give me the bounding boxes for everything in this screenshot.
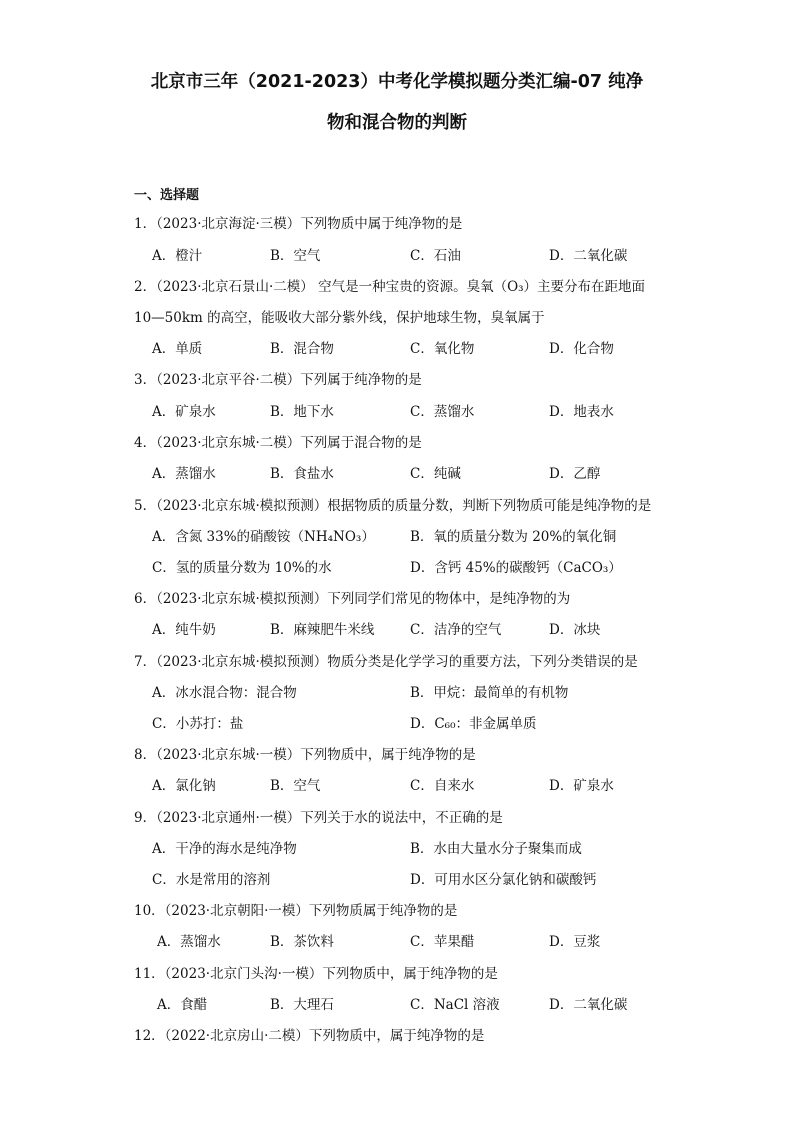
question-9-option-c[interactable]: C．水是常用的溶剂 <box>152 872 271 888</box>
question-4-stem: 4．（2023·北京东城·二模）下列属于混合物的是 <box>134 435 422 451</box>
question-2-stem: 2．（2023·北京石景山·二模） 空气是一种宝贵的资源。臭氧（O₃）主要分布在距地面 <box>134 279 646 295</box>
question-6-option-a[interactable]: A．纯牛奶 <box>152 622 216 638</box>
question-10-option-a[interactable]: A．蒸馏水 <box>157 934 221 950</box>
question-3-option-b[interactable]: B．地下水 <box>270 404 334 420</box>
question-10-option-c[interactable]: C．苹果醋 <box>410 934 475 950</box>
question-9-option-d[interactable]: D．可用水区分氯化钠和碳酸钙 <box>410 872 597 888</box>
question-7-option-b[interactable]: B．甲烷：最简单的有机物 <box>410 685 569 701</box>
question-9-option-b[interactable]: B．水由大量水分子聚集而成 <box>410 841 582 857</box>
question-5-option-c[interactable]: C．氢的质量分数为 10%的水 <box>152 560 332 576</box>
question-6-option-c[interactable]: C．洁净的空气 <box>410 622 502 638</box>
question-11-stem: 11．（2023·北京门头沟·一模）下列物质中，属于纯净物的是 <box>134 966 498 982</box>
question-10-stem: 10．（2023·北京朝阳·一模）下列物质属于纯净物的是 <box>134 903 458 919</box>
question-7-option-d[interactable]: D．C₆₀：非金属单质 <box>410 716 537 732</box>
question-5-option-d[interactable]: D．含钙 45%的碳酸钙（CaCO₃） <box>410 560 622 576</box>
document-title-line1: 北京市三年（2021-2023）中考化学模拟题分类汇编-07 纯净 <box>150 72 644 92</box>
question-11-option-a[interactable]: A．食醋 <box>157 997 208 1013</box>
question-5-stem: 5．（2023·北京东城·模拟预测）根据物质的质量分数，判断下列物质可能是纯净物的是 <box>134 498 652 514</box>
question-8-option-d[interactable]: D．矿泉水 <box>549 778 614 794</box>
question-2-option-c[interactable]: C．氧化物 <box>410 341 475 357</box>
question-7-option-a[interactable]: A．冰水混合物：混合物 <box>152 685 297 701</box>
question-10-option-b[interactable]: B．茶饮料 <box>270 934 334 950</box>
document-title-line2: 物和混合物的判断 <box>327 113 467 133</box>
question-3-option-a[interactable]: A．矿泉水 <box>152 404 216 420</box>
question-2-option-a[interactable]: A．单质 <box>152 341 203 357</box>
question-1-option-d[interactable]: D．二氧化碳 <box>549 248 628 264</box>
question-3-stem: 3．（2023·北京平谷·二模）下列属于纯净物的是 <box>134 372 422 388</box>
question-1-option-c[interactable]: C．石油 <box>410 248 461 264</box>
question-5-option-b[interactable]: B．氧的质量分数为 20%的氧化铜 <box>410 529 617 545</box>
question-4-option-a[interactable]: A．蒸馏水 <box>152 466 216 482</box>
question-1-option-a[interactable]: A．橙汁 <box>152 248 203 264</box>
question-3-option-c[interactable]: C．蒸馏水 <box>410 404 475 420</box>
question-9-option-a[interactable]: A．干净的海水是纯净物 <box>152 841 297 857</box>
section-heading: 一、选择题 <box>134 188 200 203</box>
question-11-option-c[interactable]: C．NaCl 溶液 <box>410 997 500 1013</box>
question-1-option-b[interactable]: B．空气 <box>270 248 321 264</box>
question-3-option-d[interactable]: D．地表水 <box>549 404 614 420</box>
question-11-option-b[interactable]: B．大理石 <box>270 997 334 1013</box>
question-7-option-c[interactable]: C．小苏打：盐 <box>152 716 244 732</box>
question-5-option-a[interactable]: A．含氮 33%的硝酸铵（NH₄NO₃） <box>152 529 375 545</box>
question-6-option-d[interactable]: D．冰块 <box>549 622 601 638</box>
question-8-stem: 8．（2023·北京东城·一模）下列物质中，属于纯净物的是 <box>134 747 476 763</box>
question-4-option-d[interactable]: D．乙醇 <box>549 466 601 482</box>
question-7-stem: 7．（2023·北京东城·模拟预测）物质分类是化学学习的重要方法，下列分类错误的是 <box>134 654 638 670</box>
question-4-option-b[interactable]: B．食盐水 <box>270 466 334 482</box>
question-1-stem: 1．（2023·北京海淀·三模）下列物质中属于纯净物的是 <box>134 216 463 232</box>
question-11-option-d[interactable]: D．二氧化碳 <box>549 997 628 1013</box>
question-2-stem-line2: 10—50km 的高空，能吸收大部分紫外线，保护地球生物，臭氧属于 <box>134 310 545 326</box>
question-12-stem: 12．（2022·北京房山·二模）下列物质中，属于纯净物的是 <box>134 1028 485 1044</box>
question-10-option-d[interactable]: D．豆浆 <box>549 934 601 950</box>
question-6-option-b[interactable]: B．麻辣肥牛米线 <box>270 622 375 638</box>
question-8-option-c[interactable]: C．自来水 <box>410 778 475 794</box>
question-8-option-b[interactable]: B．空气 <box>270 778 321 794</box>
question-4-option-c[interactable]: C．纯碱 <box>410 466 461 482</box>
question-2-option-b[interactable]: B．混合物 <box>270 341 334 357</box>
question-6-stem: 6．（2023·北京东城·模拟预测）下列同学们常见的物体中，是纯净物的为 <box>134 591 571 607</box>
question-9-stem: 9．（2023·北京通州·一模）下列关于水的说法中，不正确的是 <box>134 810 503 826</box>
question-8-option-a[interactable]: A．氯化钠 <box>152 778 216 794</box>
question-2-option-d[interactable]: D．化合物 <box>549 341 614 357</box>
